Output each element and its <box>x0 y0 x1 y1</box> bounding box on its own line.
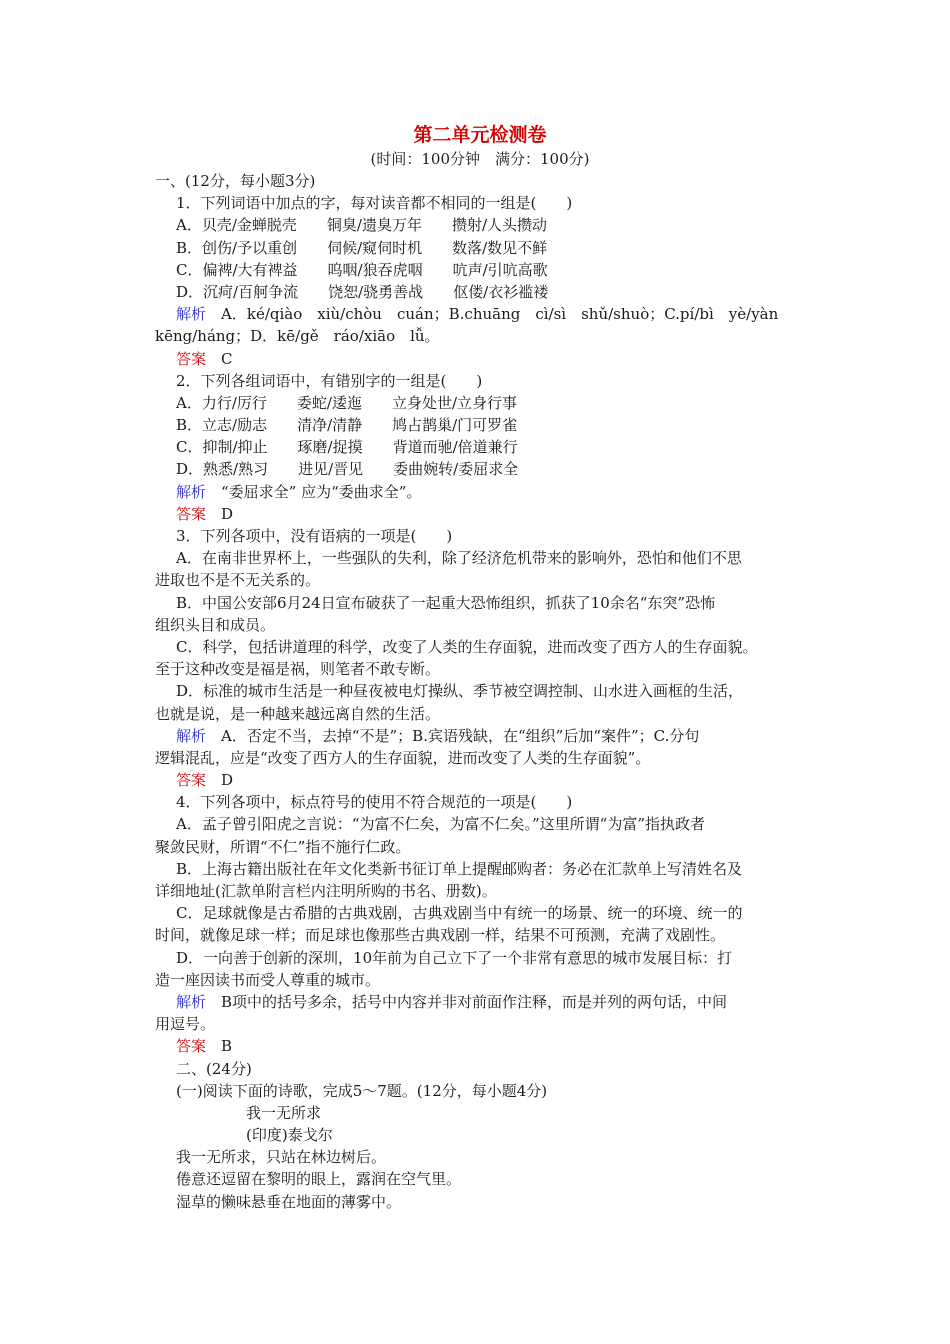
line-text: 进取也不是不无关系的。 <box>155 571 321 590</box>
line-text: 至于这种改变是福是祸，则笔者不敢专断。 <box>155 660 441 679</box>
line-text: “委屈求全” 应为“委曲求全”。 <box>206 482 422 501</box>
text-line <box>155 303 805 325</box>
line-text: D．一向善于创新的深圳，10年前为自己立下了一个非常有意思的城市发展目标：打 <box>176 948 733 967</box>
text-line <box>155 1146 805 1168</box>
text-line <box>155 592 805 614</box>
text-line <box>155 503 805 525</box>
line-text: A．贝壳/金蝉脱壳 铜臭/遗臭万年 攒射/人头攒动 <box>176 216 547 235</box>
text-line <box>155 858 805 880</box>
text-line <box>155 880 805 902</box>
text-line <box>155 747 805 769</box>
line-text: 4．下列各项中，标点符号的使用不符合规范的一项是( ) <box>176 793 573 812</box>
line-text: 1．下列词语中加点的字，每对读音都不相同的一组是( ) <box>176 194 573 213</box>
text-line <box>155 1102 805 1124</box>
text-line <box>155 281 805 303</box>
line-text: D <box>206 504 234 523</box>
line-text: D．标准的城市生活是一种昼夜被电灯操纵、季节被空调控制、山水进入画框的生活， <box>176 682 744 701</box>
text-line <box>155 170 805 192</box>
text-line <box>155 703 805 725</box>
analysis-label: 解析 <box>176 482 207 501</box>
line-text: B项中的括号多余，括号中内容并非对前面作注释，而是并列的两句话，中间 <box>206 992 728 1011</box>
line-text: 聚敛民财，所谓“不仁”指不施行仁政。 <box>155 837 411 856</box>
text-line <box>155 969 805 991</box>
text-line <box>155 924 805 946</box>
line-text: 我一无所求，只站在林边树后。 <box>176 1148 387 1167</box>
text-line <box>155 569 805 591</box>
line-text: A．孟子曾引阳虎之言说：“为富不仁矣，为富不仁矣。”这里所谓“为富”指执政者 <box>176 815 706 834</box>
line-text: 湿草的懒味悬垂在地面的薄雾中。 <box>176 1192 402 1211</box>
analysis-label: 解析 <box>176 726 207 745</box>
text-line <box>155 259 805 281</box>
text-line <box>155 237 805 259</box>
line-text: D．沉疴/百舸争流 饶恕/骁勇善战 伛偻/衣衫褴褛 <box>176 282 549 301</box>
text-line <box>155 836 805 858</box>
answer-label: 答案 <box>176 349 207 368</box>
line-text: C．偏裨/大有裨益 呜咽/狼吞虎咽 吭声/引吭高歌 <box>176 260 548 279</box>
text-line <box>155 547 805 569</box>
line-text: (印度)泰戈尔 <box>246 1126 333 1145</box>
text-line <box>155 525 805 547</box>
line-text: 组织头目和成员。 <box>155 615 276 634</box>
line-text: 详细地址(汇款单附言栏内注明所购的书名、册数)。 <box>155 882 497 900</box>
answer-label: 答案 <box>176 1037 207 1056</box>
line-text: C．足球就像是古希腊的古典戏剧，古典戏剧当中有统一的场景、统一的环境、统一的 <box>176 904 743 923</box>
line-text: 造一座因读书而受人尊重的城市。 <box>155 970 381 989</box>
text-line <box>155 348 805 370</box>
line-text: 3．下列各项中，没有语病的一项是( ) <box>176 527 453 545</box>
line-text: B <box>206 1037 233 1056</box>
text-line <box>155 1080 805 1102</box>
line-text: A．在南非世界杯上，一些强队的失利，除了经济危机带来的影响外，恐怕和他们不思 <box>176 549 742 568</box>
text-line <box>155 1058 805 1080</box>
text-line <box>155 458 805 480</box>
line-text: B．立志/励志 清净/清静 鸠占鹊巢/门可罗雀 <box>176 416 518 435</box>
line-text: 时间，就像足球一样；而足球也像那些古典戏剧一样，结果不可预测，充满了戏剧性。 <box>155 926 726 945</box>
line-text: 我一无所求 <box>246 1103 322 1122</box>
line-text: 倦意还逗留在黎明的眼上，露润在空气里。 <box>176 1170 462 1189</box>
line-text: 二、(24分) <box>176 1059 252 1078</box>
document-body <box>155 122 805 1213</box>
text-line <box>155 769 805 791</box>
answer-label: 答案 <box>176 771 207 790</box>
text-line <box>155 636 805 658</box>
text-line <box>155 725 805 747</box>
answer-label: 答案 <box>176 504 207 523</box>
text-line <box>155 902 805 924</box>
line-text: 逻辑混乱，应是“改变了西方人的生存面貌，进而改变了人类的生存面貌”。 <box>155 748 651 767</box>
line-text: A．力行/厉行 委蛇/逶迤 立身处世/立身行事 <box>176 393 517 412</box>
line-text: kēng/háng；D．kē/gě ráo/xiāo lǚ。 <box>155 327 440 346</box>
page-title: 第二单元检测卷 <box>413 124 547 146</box>
line-text: B．创伤/予以重创 伺候/窥伺时机 数落/数见不鲜 <box>176 238 548 257</box>
text-line <box>155 680 805 702</box>
line-text: B．上海古籍出版社在年文化类新书征订单上提醒邮购者：务必在汇款单上写清姓名及 <box>176 859 743 878</box>
text-lines <box>155 170 805 1213</box>
text-line <box>155 813 805 835</box>
text-line <box>155 1191 805 1213</box>
line-text: A．否定不当，去掉“不是”；B.宾语残缺，在“组织”后加“案件”；C.分句 <box>206 726 700 745</box>
line-text: 2．下列各组词语中，有错别字的一组是( ) <box>176 371 483 390</box>
line-text: B．中国公安部6月24日宣布破获了一起重大恐怖组织，抓获了10余名“东突”恐怖 <box>176 593 716 612</box>
text-line <box>155 370 805 392</box>
line-text: 用逗号。 <box>155 1015 216 1034</box>
line-text: 一、(12分，每小题3分) <box>155 172 316 190</box>
line-text: C．抑制/抑止 琢磨/捉摸 背道而驰/倍道兼行 <box>176 438 518 457</box>
analysis-label: 解析 <box>176 992 207 1011</box>
exam-subtitle: (时间：100分钟 满分：100分) <box>370 150 590 168</box>
text-line <box>155 1124 805 1146</box>
text-line <box>155 791 805 813</box>
text-line <box>155 614 805 636</box>
text-line <box>155 436 805 458</box>
text-line <box>155 192 805 214</box>
text-line <box>155 392 805 414</box>
line-text: 也就是说，是一种越来越远离自然的生活。 <box>155 704 441 723</box>
text-line <box>155 991 805 1013</box>
line-text: (一)阅读下面的诗歌，完成5～7题。(12分，每小题4分) <box>176 1081 548 1100</box>
text-line <box>155 325 805 347</box>
line-text: D <box>206 771 234 790</box>
text-line <box>155 414 805 436</box>
line-text: D．熟悉/熟习 进见/晋见 委曲婉转/委屈求全 <box>176 460 519 479</box>
line-text: C <box>206 349 233 368</box>
text-line <box>155 1013 805 1035</box>
analysis-label: 解析 <box>176 305 207 324</box>
text-line <box>155 214 805 236</box>
text-line <box>155 1035 805 1057</box>
text-line <box>155 947 805 969</box>
line-text: C．科学，包括讲道理的科学，改变了人类的生存面貌，进而改变了西方人的生存面貌。 <box>176 637 758 656</box>
text-line <box>155 658 805 680</box>
text-line <box>155 481 805 503</box>
text-line <box>155 1168 805 1190</box>
line-text: A．ké/qiào xiù/chòu cuán；B.chuāng cì/sì shǔ/shuò；C.pí/bì yè/yàn <box>206 305 779 324</box>
